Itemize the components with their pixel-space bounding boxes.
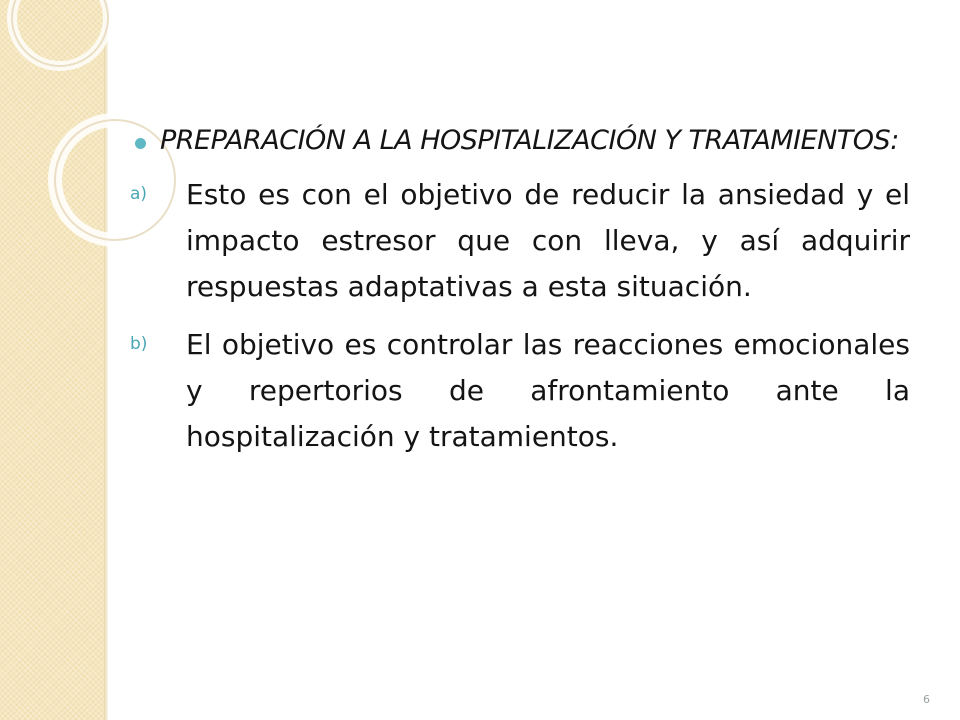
page-number: 6 [923,693,930,706]
heading-bullet [130,122,910,160]
bullet-dot-icon [135,138,146,149]
list-item-a [130,172,910,310]
small-ring [12,0,108,66]
list-item-b [130,322,910,460]
list-marker-a: a) [130,184,148,204]
list-item-b-text: El objetivo es controlar las reacciones emocionales y repertorios de afrontamiento ante la hospitalización y tratamientos. [186,328,910,453]
list-marker-b: b) [130,334,148,354]
slide-content [130,122,910,460]
list-item-a-text: Esto es con el objetivo de reducir la ansiedad y el impacto estresor que con lleva, y así adquirir respuestas adaptativas a esta situación. [186,178,910,303]
slide-heading: PREPARACIÓN A LA HOSPITALIZACIÓN Y TRATAMIENTOS: [160,125,899,156]
